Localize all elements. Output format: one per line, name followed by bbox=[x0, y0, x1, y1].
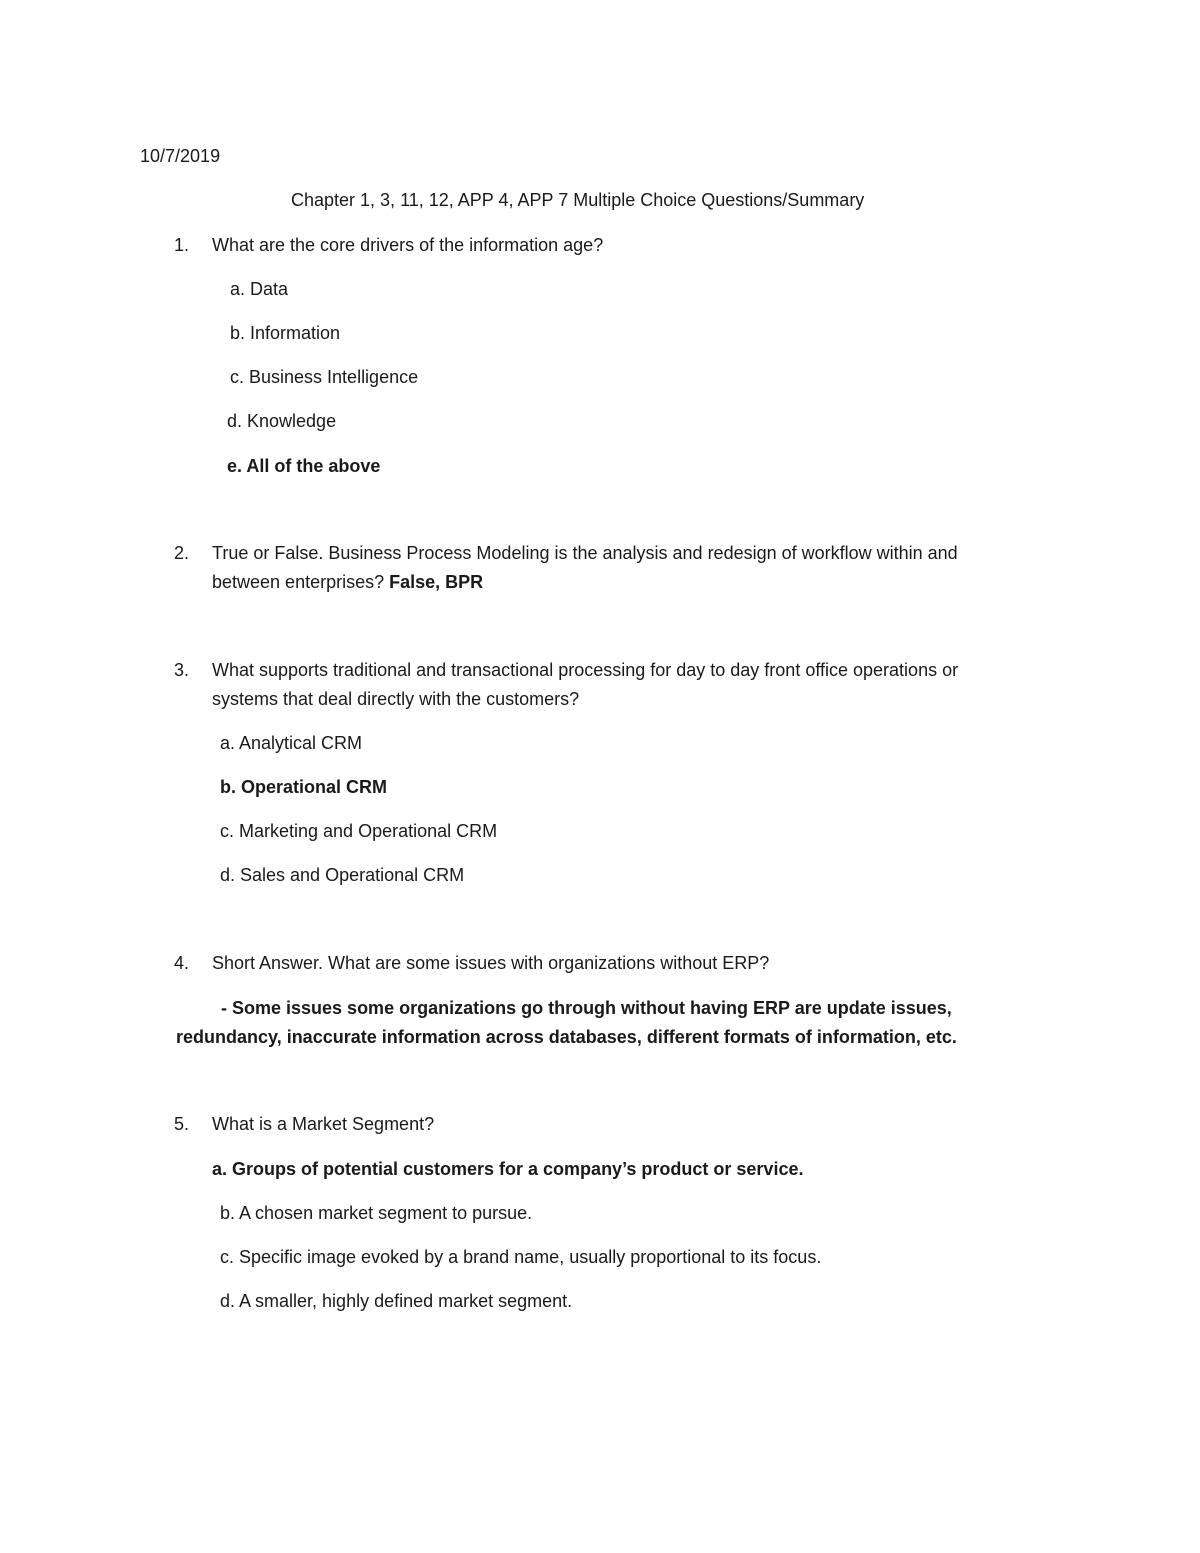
q3-option-c: c. Marketing and Operational CRM bbox=[220, 821, 498, 841]
question-number-3: 3. bbox=[174, 660, 190, 680]
q5-option-b: b. A chosen market segment to pursue. bbox=[220, 1203, 533, 1223]
q1-option-b: b. Information bbox=[230, 323, 341, 343]
q5-option-a-answer: a. Groups of potential customers for a company’s product or service. bbox=[212, 1159, 804, 1179]
question-2-line2 bbox=[212, 570, 483, 594]
q1-option-e-answer: e. All of the above bbox=[227, 456, 381, 476]
question-1-text: What are the core drivers of the information age? bbox=[212, 235, 604, 255]
question-4-answer-line1: - Some issues some organizations go through without having ERP are update issues, bbox=[221, 998, 952, 1018]
question-2-line2-text: between enterprises? bbox=[212, 572, 385, 592]
document-date: 10/7/2019 bbox=[140, 146, 221, 166]
question-number-4: 4. bbox=[174, 953, 190, 973]
question-5-text: What is a Market Segment? bbox=[212, 1114, 435, 1134]
q5-option-d: d. A smaller, highly defined market segment. bbox=[220, 1291, 573, 1311]
q1-option-c: c. Business Intelligence bbox=[230, 367, 419, 387]
q5-option-c: c. Specific image evoked by a brand name, usually proportional to its focus. bbox=[220, 1247, 822, 1267]
question-number-2: 2. bbox=[174, 543, 190, 563]
q3-option-a: a. Analytical CRM bbox=[220, 733, 363, 753]
q3-option-b-answer: b. Operational CRM bbox=[220, 777, 388, 797]
question-4-text: Short Answer. What are some issues with organizations without ERP? bbox=[212, 953, 770, 973]
question-2-answer: False, BPR bbox=[389, 572, 484, 592]
question-2-line1: True or False. Business Process Modeling is the analysis and redesign of workflow within and bbox=[212, 543, 958, 563]
q3-option-d: d. Sales and Operational CRM bbox=[220, 865, 465, 885]
q1-option-d: d. Knowledge bbox=[227, 411, 337, 431]
document-title: Chapter 1, 3, 11, 12, APP 4, APP 7 Multiple Choice Questions/Summary bbox=[291, 190, 865, 210]
question-number-5: 5. bbox=[174, 1114, 190, 1134]
question-3-line1: What supports traditional and transactional processing for day to day front office operations or bbox=[212, 660, 959, 680]
question-number-1: 1. bbox=[174, 235, 190, 255]
q1-option-a: a. Data bbox=[230, 279, 289, 299]
question-4-answer-line2: redundancy, inaccurate information across databases, different formats of information, etc. bbox=[176, 1027, 957, 1047]
question-3-line2: systems that deal directly with the customers? bbox=[212, 689, 580, 709]
